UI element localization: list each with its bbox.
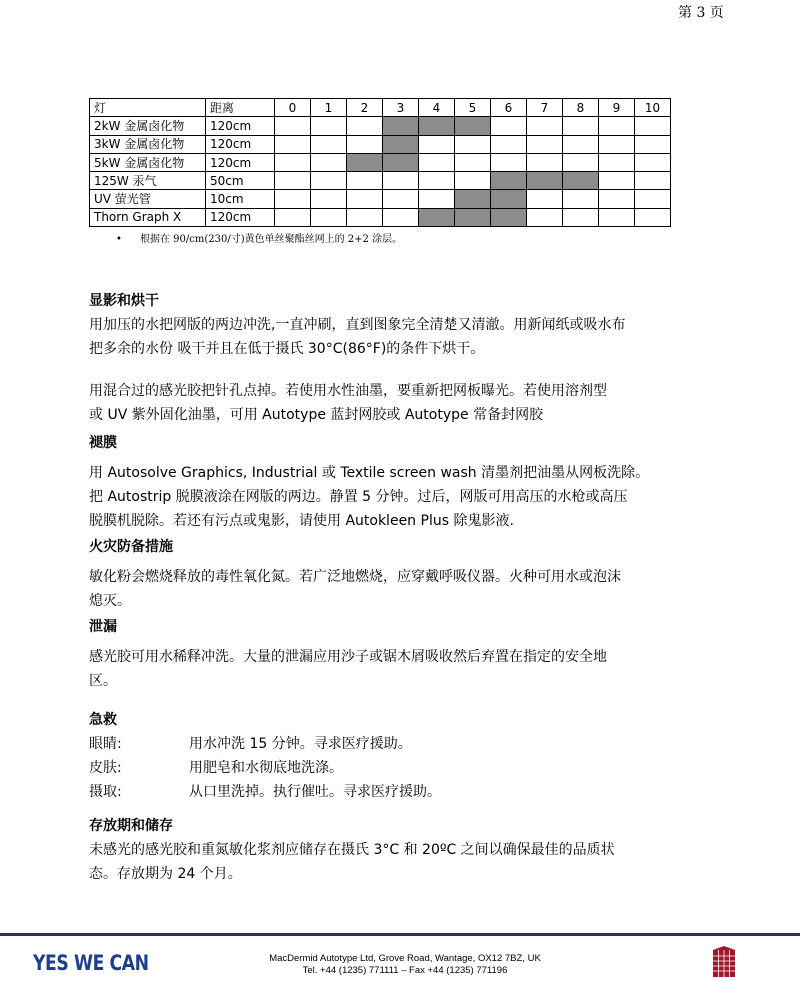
section-title: 泄漏 — [89, 619, 117, 635]
paragraph-line: 未感光的感光胶和重氮敏化浆剂应储存在摄氏 3°C 和 20ºC 之间以确保最佳的品质状 — [89, 842, 615, 858]
scale-cell — [383, 172, 419, 190]
scale-cell — [311, 190, 347, 208]
lamp-cell: Thorn Graph X — [90, 208, 206, 226]
scale-cell — [347, 135, 383, 153]
scale-cell — [455, 135, 491, 153]
exposure-bar-cell — [491, 172, 527, 190]
section-strip — [89, 431, 729, 533]
header-scale-cell: 1 — [311, 99, 347, 117]
section-storage — [89, 814, 729, 886]
scale-cell — [347, 208, 383, 226]
exposure-bar-cell — [563, 172, 599, 190]
paragraph-line: 脱膜机脱除。若还有污点或鬼影，请使用 Autokleen Plus 除鬼影液. — [89, 513, 514, 529]
table-row — [90, 153, 671, 171]
scale-cell — [635, 117, 671, 135]
first-aid-item — [89, 732, 729, 756]
distance-cell: 120cm — [206, 135, 275, 153]
footer-rule — [0, 933, 800, 936]
header-scale-cell: 5 — [455, 99, 491, 117]
paragraph-line: 用 Autosolve Graphics, Industrial 或 Textile screen wash 清墨剂把油墨从网板洗除。 — [89, 465, 650, 481]
first-aid-label: 皮肤: — [89, 760, 122, 776]
section-title: 褪膜 — [89, 435, 117, 451]
scale-cell — [311, 135, 347, 153]
scale-cell — [563, 117, 599, 135]
scale-cell — [635, 190, 671, 208]
company-logo: YES WE CAN — [33, 951, 149, 975]
section-title: 显影和烘干 — [89, 293, 159, 309]
exposure-bar-cell — [455, 190, 491, 208]
distance-cell: 120cm — [206, 153, 275, 171]
lamp-cell: 2kW 金属卤化物 — [90, 117, 206, 135]
page-number: 第 3 页 — [678, 5, 724, 21]
scale-cell — [455, 153, 491, 171]
table-row — [90, 190, 671, 208]
table-row — [90, 135, 671, 153]
paragraph-line: 感光胶可用水稀释冲洗。大量的泄漏应用沙子或锯木屑吸收然后弃置在指定的安全地 — [89, 649, 607, 665]
lamp-cell: 125W 汞气 — [90, 172, 206, 190]
scale-cell — [563, 208, 599, 226]
scale-cell — [311, 117, 347, 135]
exposure-bar-cell — [455, 117, 491, 135]
paragraph-line: 把多余的水份 吸干并且在低于摄氏 30°C(86°F)的条件下烘干。 — [89, 341, 485, 357]
section-fire — [89, 535, 729, 613]
footnote-text: 根据在 90/cm(230/寸)黄色单丝聚酯丝网上的 2+2 涂层。 — [140, 234, 403, 245]
scale-cell — [419, 153, 455, 171]
scale-cell — [347, 190, 383, 208]
scale-cell — [491, 117, 527, 135]
scale-cell — [599, 172, 635, 190]
exposure-bar-cell — [347, 153, 383, 171]
scale-cell — [599, 135, 635, 153]
scale-cell — [311, 153, 347, 171]
scale-cell — [491, 153, 527, 171]
scale-cell — [275, 117, 311, 135]
distance-cell: 120cm — [206, 208, 275, 226]
paragraph-line: 用混合过的感光胶把针孔点掉。若使用水性油墨，要重新把网板曝光。若使用溶剂型 — [89, 383, 607, 399]
first-aid-text: 用水冲洗 15 分钟。寻求医疗援助。 — [189, 736, 412, 752]
distance-cell: 50cm — [206, 172, 275, 190]
scale-cell — [383, 208, 419, 226]
header-scale-cell: 4 — [419, 99, 455, 117]
header-scale-cell: 0 — [275, 99, 311, 117]
scale-cell — [275, 190, 311, 208]
exposure-bar-cell — [491, 190, 527, 208]
seal-icon — [711, 946, 737, 978]
footer-address — [230, 953, 580, 977]
first-aid-label: 眼睛: — [89, 736, 122, 752]
first-aid-text: 用肥皂和水彻底地洗涤。 — [189, 760, 343, 776]
scale-cell — [563, 153, 599, 171]
lamp-cell: UV 萤光管 — [90, 190, 206, 208]
scale-cell — [599, 117, 635, 135]
lamp-cell: 3kW 金属卤化物 — [90, 135, 206, 153]
section-retouch — [89, 379, 729, 427]
lamp-cell: 5kW 金属卤化物 — [90, 153, 206, 171]
scale-cell — [635, 153, 671, 171]
scale-cell — [599, 208, 635, 226]
header-distance: 距离 — [206, 99, 275, 117]
scale-cell — [275, 172, 311, 190]
scale-cell — [599, 153, 635, 171]
scale-cell — [635, 135, 671, 153]
scale-cell — [527, 190, 563, 208]
paragraph-line: 用加压的水把网版的两边冲洗,一直冲刷，直到图象完全清楚又清澈。用新闻纸或吸水布 — [89, 317, 626, 333]
paragraph-line: 区。 — [89, 673, 117, 689]
section-spill — [89, 615, 729, 693]
exposure-bar-cell — [491, 208, 527, 226]
address-line: MacDermid Autotype Ltd, Grove Road, Wantage, OX12 7BZ, UK — [269, 953, 541, 964]
first-aid-label: 摄取: — [89, 784, 122, 800]
scale-cell — [563, 190, 599, 208]
exposure-bar-cell — [383, 135, 419, 153]
scale-cell — [311, 208, 347, 226]
first-aid-item — [89, 780, 729, 804]
exposure-bar-cell — [383, 153, 419, 171]
scale-cell — [383, 190, 419, 208]
bullet-icon: • — [116, 234, 122, 245]
scale-cell — [491, 135, 527, 153]
scale-cell — [527, 135, 563, 153]
scale-cell — [311, 172, 347, 190]
header-scale-cell: 6 — [491, 99, 527, 117]
table-header-row — [90, 99, 671, 117]
scale-cell — [347, 117, 383, 135]
first-aid-item — [89, 756, 729, 780]
section-title: 急救 — [89, 712, 117, 728]
table-row — [90, 208, 671, 226]
distance-cell: 10cm — [206, 190, 275, 208]
scale-cell — [635, 172, 671, 190]
scale-cell — [527, 117, 563, 135]
paragraph-line: 把 Autostrip 脱膜液涂在网版的两边。静置 5 分钟。过后，网版可用高压的水枪或高压 — [89, 489, 628, 505]
scale-cell — [275, 135, 311, 153]
header-scale-cell: 10 — [635, 99, 671, 117]
section-title: 火灾防备措施 — [89, 539, 173, 555]
header-scale-cell: 8 — [563, 99, 599, 117]
scale-cell — [563, 135, 599, 153]
exposure-table — [89, 98, 671, 227]
scale-cell — [635, 208, 671, 226]
header-scale-cell: 9 — [599, 99, 635, 117]
scale-cell — [527, 153, 563, 171]
section-develop — [89, 289, 729, 361]
section-title: 存放期和储存 — [89, 818, 173, 834]
first-aid-text: 从口里洗掉。执行催吐。寻求医疗援助。 — [189, 784, 441, 800]
scale-cell — [599, 190, 635, 208]
exposure-bar-cell — [419, 208, 455, 226]
section-first-aid — [89, 708, 729, 804]
header-scale-cell: 7 — [527, 99, 563, 117]
paragraph-line: 熄灭。 — [89, 593, 131, 609]
exposure-bar-cell — [383, 117, 419, 135]
exposure-bar-cell — [419, 117, 455, 135]
header-scale-cell: 3 — [383, 99, 419, 117]
scale-cell — [275, 153, 311, 171]
scale-cell — [527, 208, 563, 226]
distance-cell: 120cm — [206, 117, 275, 135]
exposure-bar-cell — [455, 208, 491, 226]
header-lamp: 灯 — [90, 99, 206, 117]
paragraph-line: 态。存放期为 24 个月。 — [89, 866, 242, 882]
table-footnote — [116, 230, 402, 245]
scale-cell — [275, 208, 311, 226]
contact-line: Tel. +44 (1235) 771111 – Fax +44 (1235) 771196 — [302, 965, 508, 976]
scale-cell — [419, 172, 455, 190]
scale-cell — [419, 135, 455, 153]
scale-cell — [347, 172, 383, 190]
scale-cell — [419, 190, 455, 208]
header-scale-cell: 2 — [347, 99, 383, 117]
paragraph-line: 或 UV 紫外固化油墨，可用 Autotype 蓝封网胶或 Autotype 常备封网胶 — [89, 407, 544, 423]
paragraph-line: 敏化粉会燃烧释放的毒性氧化氮。若广泛地燃烧，应穿戴呼吸仪器。火种可用水或泡沫 — [89, 569, 621, 585]
scale-cell — [455, 172, 491, 190]
table-row — [90, 117, 671, 135]
table-row — [90, 172, 671, 190]
exposure-bar-cell — [527, 172, 563, 190]
